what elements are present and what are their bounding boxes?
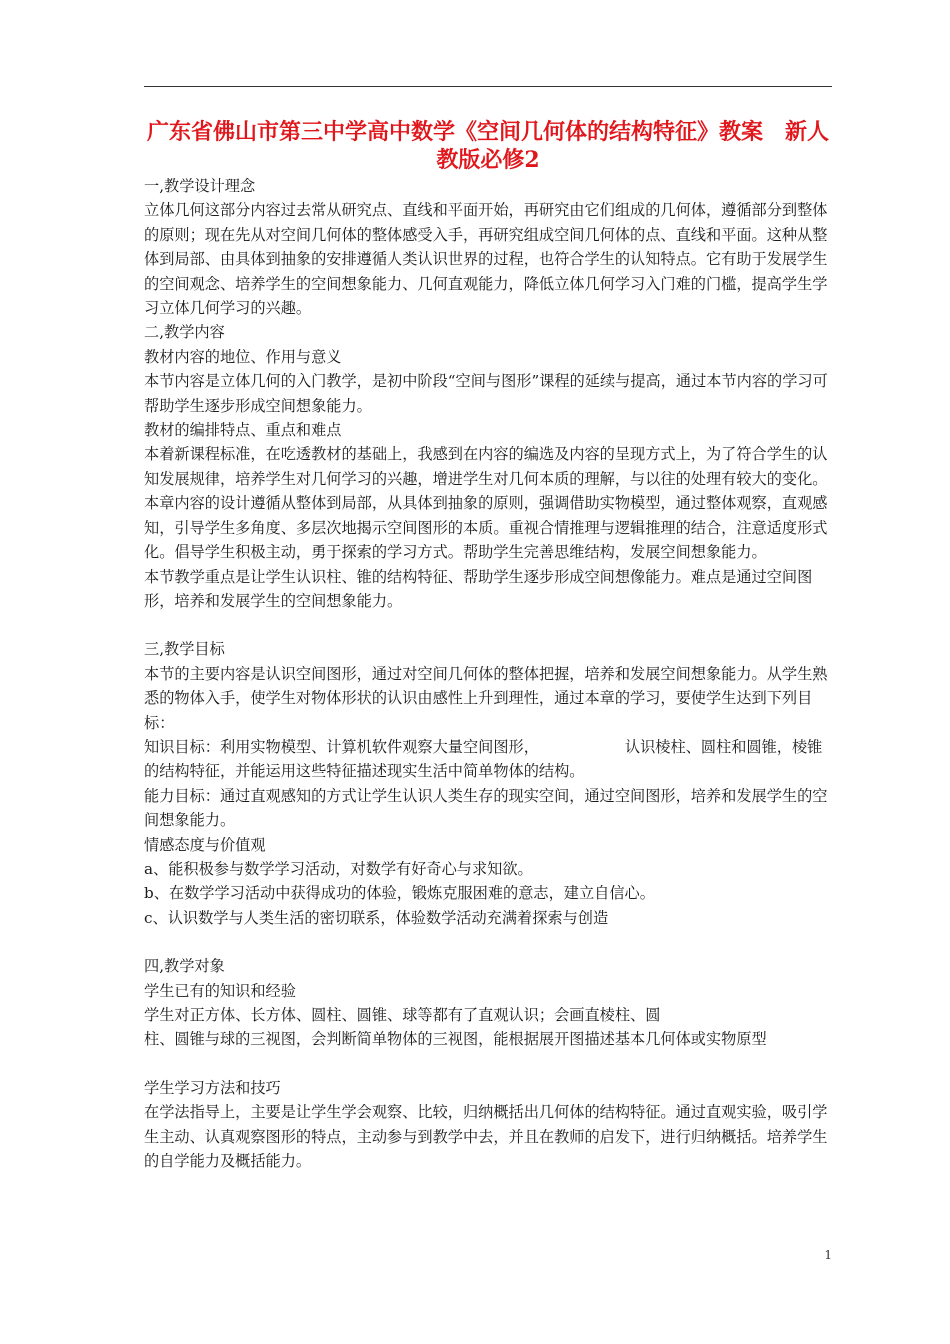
subheading: 学生已有的知识和经验	[144, 981, 296, 1000]
knowledge-goal-part-b: 认识棱柱、圆柱和圆锥，棱锥的结构特征，并能运用这些特征描述现实生活中简单物体的结构。	[144, 737, 823, 781]
title-line-2: 教版必修2	[436, 147, 540, 173]
list-item: a、能积极参与数学学习活动，对数学有好奇心与求知欲。	[144, 859, 533, 878]
header-rule	[144, 86, 832, 87]
document-title	[144, 118, 832, 174]
knowledge-goal-part-a: 知识目标：利用实物模型、计算机软件观察大量空间图形，	[144, 737, 539, 756]
paragraph: 立体几何这部分内容过去常从研究点、直线和平面开始，再研究由它们组成的几何体，遵循部分到整体的原则；现在先从对空间几何体的整体感受入手，再研究组成空间几何体的点、直线和平面。这种从整体到局部、由具体到抽象的安排遵循人类认识世界的过程，也符合学生的认知特点。它有助于发展学生的空间观念、培养学生的空间想象能力、几何直观能力，降低立体几何学习入门难的门槛，提高学生学习立体几何学习的兴趣。	[144, 201, 828, 318]
paragraph: 学生对正方体、长方体、圆柱、圆锥、球等都有了直观认识；会画直棱柱、圆	[144, 1006, 661, 1024]
paragraph: 在学法指导上，主要是让学生学会观察、比较，归纳概括出几何体的结构特征。通过直观实验，吸引学生主动、认真观察图形的特点，主动参与到教学中去，并且在教师的启发下，进行归纳概括。培养学生的自学能力及概括能力。	[144, 1103, 828, 1171]
list-item: b、在数学学习活动中获得成功的体验，锻炼克服困难的意志，建立自信心。	[144, 884, 655, 903]
subheading: 教材的编排特点、重点和难点	[144, 421, 342, 440]
subheading: 学生学习方法和技巧	[144, 1078, 281, 1097]
paragraph: 本节教学重点是让学生认识柱、锥的结构特征、帮助学生逐步形成空间想像能力。难点是通过空间图形，培养和发展学生的空间想象能力。	[144, 567, 813, 610]
subheading: 情感态度与价值观	[144, 835, 266, 854]
document-body	[144, 174, 834, 1173]
subheading: 教材内容的地位、作用与意义	[144, 347, 342, 366]
paragraph: 本节内容是立体几何的入门教学，是初中阶段“空间与图形”课程的延续与提高，通过本节内容的学习可帮助学生逐步形成空间想象能力。	[144, 372, 828, 415]
section-heading-1: 一,教学设计理念	[144, 177, 256, 195]
paragraph: 柱、圆锥与球的三视图，会判断简单物体的三视图，能根据展开图描述基本几何体或实物原型	[144, 1030, 767, 1049]
section-heading-2: 二,教学内容	[144, 323, 225, 342]
paragraph: 本着新课程标准，在吃透教材的基础上，我感到在内容的编选及内容的呈现方式上，为了符合学生的认知发展规律，培养学生对几何学习的兴趣，增进学生对几何本质的理解，与以往的处理有较大的变化。本章内容的设计遵循从整体到局部，从具体到抽象的原则，强调借助实物模型，通过整体观察，直观感知，引导学生多角度、多层次地揭示空间图形的本质。重视合情推理与逻辑推理的结合，注意适度形式化。倡导学生积极主动，勇于探索的学习方式。帮助学生完善思维结构，发展空间想象能力。	[144, 445, 828, 562]
section-heading-3: 三,教学目标	[144, 640, 225, 659]
section-heading-4: 四,教学对象	[144, 957, 225, 976]
page-number: 1	[824, 1248, 832, 1262]
ability-goal: 能力目标：通过直观感知的方式让学生认识人类生存的现实空间，通过空间图形，培养和发展学生的空间想象能力。	[144, 786, 828, 830]
title-line-1: 广东省佛山市第三中学高中数学《空间几何体的结构特征》教案 新人	[146, 119, 829, 145]
paragraph: 本节的主要内容是认识空间图形，通过对空间几何体的整体把握，培养和发展空间想象能力。从学生熟悉的物体入手，使学生对物体形状的认识由感性上升到理性，通过本章的学习，要使学生达到下列目标：	[144, 664, 828, 732]
list-item: c、认识数学与人类生活的密切联系，体验数学活动充满着探索与创造	[144, 908, 609, 927]
knowledge-goal	[144, 735, 834, 784]
